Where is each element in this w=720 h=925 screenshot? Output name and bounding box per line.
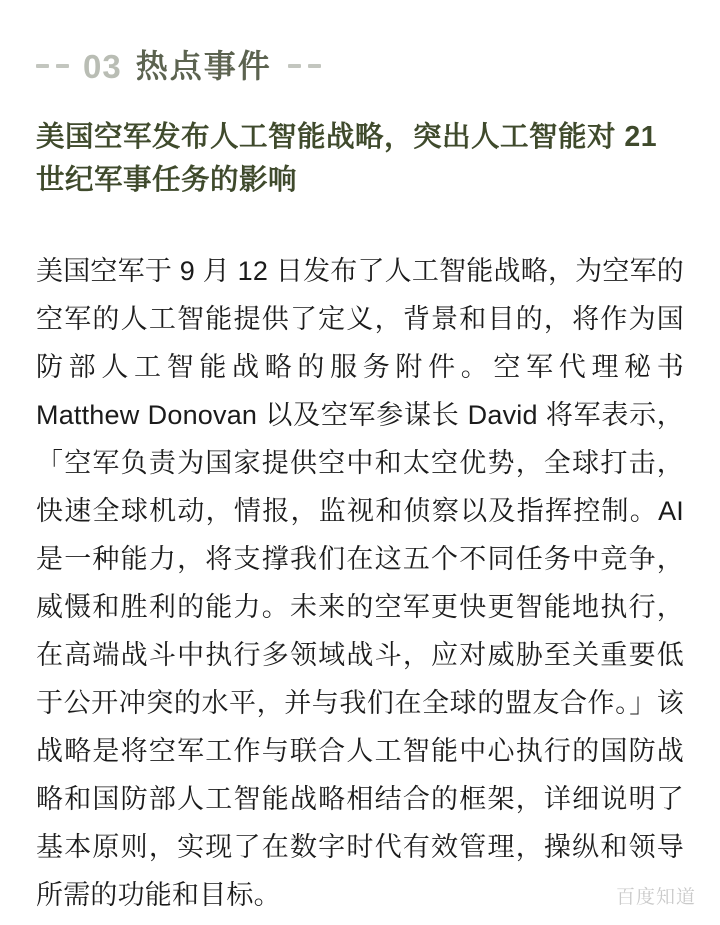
dash-icon	[308, 64, 321, 68]
section-title: 热点事件	[135, 48, 272, 84]
decorative-dashes-left	[36, 64, 69, 68]
watermark: 百度知道	[615, 887, 696, 908]
dash-icon	[36, 64, 49, 68]
dash-icon	[288, 64, 301, 68]
section-number: 03	[83, 47, 122, 85]
decorative-dashes-right	[288, 64, 684, 68]
article-title: 美国空军发布人工智能战略，突出人工智能对 21 世纪军事任务的影响	[36, 121, 658, 197]
article-body: 美国空军于 9 月 12 日发布了人工智能战略，为空军的空军的人工智能提供了定义，背景和目的，将作为国防部人工智能战略的服务附件。空军代理秘书 Matthew Donovan 以及空军参谋长 David 将军表示，「空军负责为国家提供空中和太空优势，全球打击，快速全球机动，情报，监视和侦察以及指挥控制。AI 是一种能力，将支撑我们在这五个不同任务中竞争，威慑和胜利的能力。未来的空军更快更智能地执行，在高端战斗中执行多领域战斗，应对威胁至关重要低于公开冲突的水平，并与我们在全球的盟友合作。」该战略是将空军工作与联合人工智能中心执行的国防战略和国防部人工智能战略相结合的框架，详细说明了基本原则，实现了在数字时代有效管理，操纵和领导所需的功能和目标。	[36, 255, 684, 911]
section-header	[36, 0, 684, 94]
dash-icon	[56, 64, 69, 68]
